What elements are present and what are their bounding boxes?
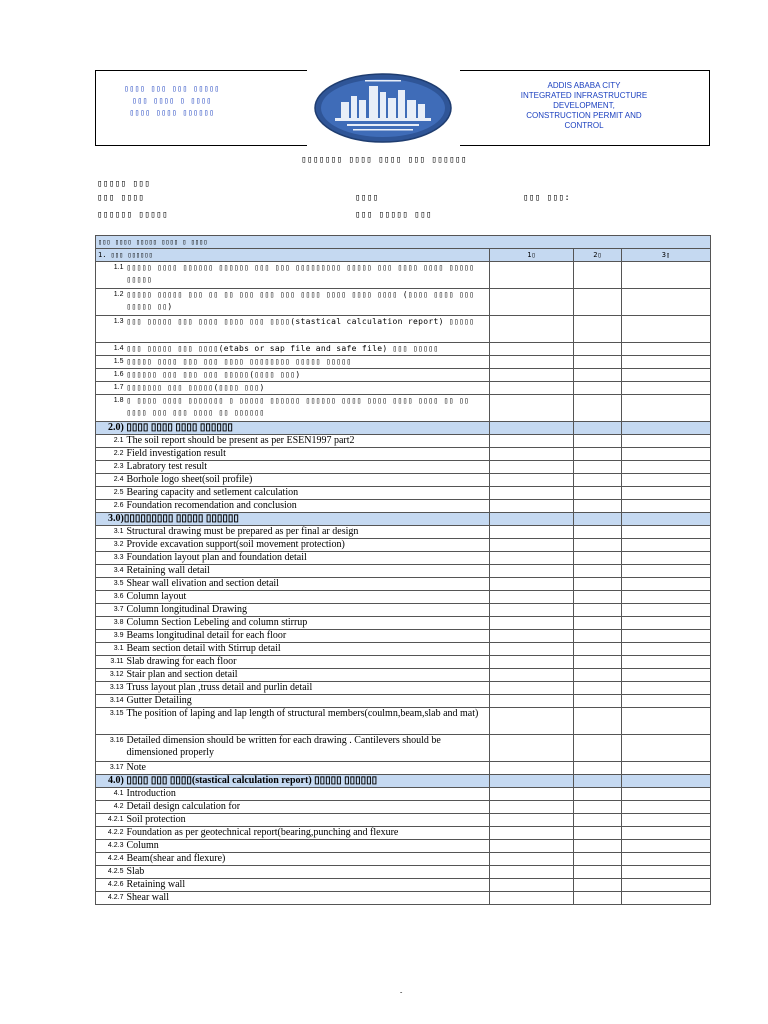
check-cell-1[interactable] [490, 827, 574, 840]
city-seal-logo [313, 72, 453, 144]
item-description: Provide excavation support(soil movement protection) [125, 539, 490, 552]
table-row [96, 369, 711, 382]
table-row [96, 262, 711, 289]
section-blank-cell [490, 513, 574, 526]
check-cell-2[interactable] [574, 435, 622, 448]
check-cell-2[interactable] [574, 643, 622, 656]
check-cell-1[interactable] [490, 565, 574, 578]
item-description: Introduction [125, 788, 490, 801]
check-cell-2[interactable] [574, 343, 622, 356]
item-description: ▯▯▯▯▯ ▯▯▯▯ ▯▯▯▯▯▯ ▯▯▯▯▯▯ ▯▯▯ ▯▯▯ ▯▯▯▯▯▯▯▯▯ ▯▯▯▯▯ ▯▯▯ ▯▯▯▯ ▯▯▯▯ ▯▯▯▯▯ ▯▯▯▯▯ [125, 262, 490, 289]
check-cell-2[interactable] [574, 735, 622, 762]
amharic-line-1: ▯▯▯▯ ▯▯▯ ▯▯▯ ▯▯▯▯▯ [124, 84, 220, 93]
item-number: 3.15 [96, 708, 125, 735]
check-cell-2[interactable] [574, 853, 622, 866]
check-cell-1[interactable] [490, 682, 574, 695]
item-description: Gutter Detailing [125, 695, 490, 708]
english-line-2: INTEGRATED INFRASTRUCTURE [520, 91, 648, 100]
item-number: 3.17 [96, 762, 125, 775]
check-cell-3[interactable] [622, 643, 711, 656]
table-row [96, 356, 711, 369]
table-row [96, 474, 711, 487]
check-cell-2[interactable] [574, 316, 622, 343]
check-cell-1[interactable] [490, 879, 574, 892]
check-cell-1[interactable] [490, 356, 574, 369]
check-cell-1[interactable] [490, 762, 574, 775]
check-cell-2[interactable] [574, 695, 622, 708]
check-cell-1[interactable] [490, 578, 574, 591]
check-cell-3[interactable] [622, 866, 711, 879]
item-number: 4.2.5 [96, 866, 125, 879]
table-row [96, 604, 711, 617]
check-cell-1[interactable] [490, 840, 574, 853]
item-number: 4.2.2 [96, 827, 125, 840]
item-description: ▯▯▯▯▯▯ ▯▯▯ ▯▯▯ ▯▯▯ ▯▯▯▯▯(▯▯▯▯ ▯▯▯) [125, 369, 490, 382]
check-cell-1[interactable] [490, 500, 574, 513]
check-cell-3[interactable] [622, 656, 711, 669]
checklist-table [95, 235, 711, 905]
check-cell-3[interactable] [622, 801, 711, 814]
item-description: Shear wall [125, 892, 490, 905]
section-blank-cell [490, 775, 574, 788]
item-description: ▯▯▯▯▯ ▯▯▯▯▯ ▯▯▯ ▯▯ ▯▯ ▯▯▯ ▯▯▯ ▯▯▯ ▯▯▯▯ ▯▯▯▯ ▯▯▯▯ ▯▯▯▯ (▯▯▯▯ ▯▯▯▯ ▯▯▯ ▯▯▯▯▯ ▯▯) [125, 289, 490, 316]
check-cell-1[interactable] [490, 289, 574, 316]
check-cell-3[interactable] [622, 840, 711, 853]
check-cell-2[interactable] [574, 669, 622, 682]
item-number: 3.12 [96, 669, 125, 682]
english-line-1: ADDIS ABABA CITY [547, 81, 621, 90]
check-cell-2[interactable] [574, 801, 622, 814]
check-cell-1[interactable] [490, 643, 574, 656]
letterhead-right-box [460, 70, 710, 146]
field-label-2: ▯▯▯ ▯▯▯▯ [97, 193, 145, 203]
table-row [96, 814, 711, 827]
item-number: 4.2.4 [96, 853, 125, 866]
check-cell-3[interactable] [622, 892, 711, 905]
column-header-1: 1▯ [490, 249, 574, 262]
item-description: Soil protection [125, 814, 490, 827]
check-cell-1[interactable] [490, 369, 574, 382]
item-number: 4.2.6 [96, 879, 125, 892]
table-row [96, 382, 711, 395]
item-description: ▯▯▯ ▯▯▯▯▯ ▯▯▯ ▯▯▯▯(etabs or sap file and safe file) ▯▯▯ ▯▯▯▯▯ [125, 343, 490, 356]
item-description: Retaining wall detail [125, 565, 490, 578]
item-number: 3.14 [96, 695, 125, 708]
section-blank-cell [622, 513, 711, 526]
table-row [96, 656, 711, 669]
amharic-line-2: ▯▯▯ ▯▯▯▯ ▯ ▯▯▯▯ [132, 96, 212, 105]
check-cell-3[interactable] [622, 630, 711, 643]
check-cell-1[interactable] [490, 395, 574, 422]
english-line-3: DEVELOPMENT, [553, 101, 615, 110]
table-row [96, 801, 711, 814]
check-cell-1[interactable] [490, 708, 574, 735]
check-cell-1[interactable] [490, 735, 574, 762]
field-label-1: ▯▯▯▯▯ ▯▯▯ [97, 179, 151, 189]
table-row [96, 682, 711, 695]
english-line-4: CONSTRUCTION PERMIT AND [526, 111, 642, 120]
item-description: Truss layout plan ,truss detail and purlin detail [125, 682, 490, 695]
item-number: 3.13 [96, 682, 125, 695]
section-blank-cell [574, 513, 622, 526]
check-cell-2[interactable] [574, 395, 622, 422]
check-cell-3[interactable] [622, 853, 711, 866]
check-cell-2[interactable] [574, 591, 622, 604]
item-description: Column [125, 840, 490, 853]
section-blank-cell [574, 775, 622, 788]
table-row [96, 395, 711, 422]
item-description: Beam(shear and flexure) [125, 853, 490, 866]
check-cell-1[interactable] [490, 814, 574, 827]
section-blank-cell [574, 422, 622, 435]
check-cell-3[interactable] [622, 814, 711, 827]
check-cell-1[interactable] [490, 656, 574, 669]
table-row [96, 630, 711, 643]
item-description: Note [125, 762, 490, 775]
check-cell-1[interactable] [490, 591, 574, 604]
check-cell-1[interactable] [490, 604, 574, 617]
check-cell-3[interactable] [622, 735, 711, 762]
authority-name-amharic [96, 83, 248, 119]
column-header-3: 3▯ [622, 249, 711, 262]
item-number: 3.1 [96, 643, 125, 656]
item-description: Labratory test result [125, 461, 490, 474]
item-number: 3.5 [96, 578, 125, 591]
item-number: 1.7 [96, 382, 125, 395]
check-cell-3[interactable] [622, 708, 711, 735]
check-cell-1[interactable] [490, 853, 574, 866]
check-cell-2[interactable] [574, 879, 622, 892]
check-cell-1[interactable] [490, 892, 574, 905]
checklist-table-wrap [95, 235, 710, 905]
check-cell-1[interactable] [490, 617, 574, 630]
table-row [96, 708, 711, 735]
table-row [96, 539, 711, 552]
item-number: 1.2 [96, 289, 125, 316]
item-number: 3.16 [96, 735, 125, 762]
check-cell-1[interactable] [490, 487, 574, 500]
item-number: 3.11 [96, 656, 125, 669]
check-cell-2[interactable] [574, 289, 622, 316]
english-line-5: CONTROL [564, 121, 604, 130]
check-cell-3[interactable] [622, 591, 711, 604]
check-cell-3[interactable] [622, 526, 711, 539]
check-cell-2[interactable] [574, 617, 622, 630]
check-cell-3[interactable] [622, 552, 711, 565]
item-number: 2.1 [96, 435, 125, 448]
item-number: 1.1 [96, 262, 125, 289]
check-cell-2[interactable] [574, 630, 622, 643]
table-row [96, 343, 711, 356]
check-cell-3[interactable] [622, 356, 711, 369]
table-row [96, 762, 711, 775]
table-row [96, 461, 711, 474]
check-cell-2[interactable] [574, 604, 622, 617]
item-number: 2.3 [96, 461, 125, 474]
check-cell-2[interactable] [574, 448, 622, 461]
column-header-2: 2▯ [574, 249, 622, 262]
check-cell-2[interactable] [574, 866, 622, 879]
item-number: 4.2.1 [96, 814, 125, 827]
check-cell-1[interactable] [490, 539, 574, 552]
table-row [96, 316, 711, 343]
item-number: 4.2.7 [96, 892, 125, 905]
check-cell-2[interactable] [574, 539, 622, 552]
item-number: 4.2 [96, 801, 125, 814]
section-3-heading-title: 3.0)▯▯▯▯▯▯▯▯▯ ▯▯▯▯▯ ▯▯▯▯▯▯ [96, 513, 490, 526]
section-2-heading [96, 422, 711, 435]
check-cell-2[interactable] [574, 762, 622, 775]
check-cell-2[interactable] [574, 526, 622, 539]
table-row [96, 735, 711, 762]
check-cell-3[interactable] [622, 343, 711, 356]
item-description: The position of laping and lap length of structural members(coulmn,beam,slab and mat) [125, 708, 490, 735]
item-description: Slab drawing for each floor [125, 656, 490, 669]
item-description: Beams longitudinal detail for each floor [125, 630, 490, 643]
check-cell-2[interactable] [574, 814, 622, 827]
letterhead-left-box [95, 70, 307, 146]
check-cell-1[interactable] [490, 788, 574, 801]
check-cell-1[interactable] [490, 435, 574, 448]
check-cell-2[interactable] [574, 487, 622, 500]
check-cell-2[interactable] [574, 552, 622, 565]
check-cell-1[interactable] [490, 448, 574, 461]
check-cell-3[interactable] [622, 500, 711, 513]
check-cell-1[interactable] [490, 801, 574, 814]
check-cell-2[interactable] [574, 369, 622, 382]
table-column-header [96, 249, 711, 262]
item-number: 4.1 [96, 788, 125, 801]
item-description: Structural drawing must be prepared as per final ar design [125, 526, 490, 539]
item-number: 4.2.3 [96, 840, 125, 853]
check-cell-3[interactable] [622, 669, 711, 682]
table-row [96, 448, 711, 461]
check-cell-2[interactable] [574, 578, 622, 591]
check-cell-3[interactable] [622, 262, 711, 289]
check-cell-3[interactable] [622, 578, 711, 591]
table-row [96, 827, 711, 840]
check-cell-3[interactable] [622, 682, 711, 695]
item-number: 2.5 [96, 487, 125, 500]
item-description: Slab [125, 866, 490, 879]
field-label-3: ▯▯▯▯ [355, 193, 379, 203]
table-row [96, 578, 711, 591]
table-row [96, 487, 711, 500]
section-blank-cell [622, 422, 711, 435]
table-row [96, 669, 711, 682]
table-row [96, 526, 711, 539]
field-label-6: ▯▯▯ ▯▯▯▯▯ ▯▯▯ [355, 210, 432, 220]
table-row [96, 892, 711, 905]
check-cell-2[interactable] [574, 382, 622, 395]
check-cell-2[interactable] [574, 788, 622, 801]
item-number: 3.8 [96, 617, 125, 630]
section-3-heading [96, 513, 711, 526]
check-cell-3[interactable] [622, 617, 711, 630]
check-cell-1[interactable] [490, 262, 574, 289]
section-blank-cell [490, 422, 574, 435]
check-cell-2[interactable] [574, 840, 622, 853]
check-cell-2[interactable] [574, 500, 622, 513]
check-cell-3[interactable] [622, 435, 711, 448]
check-cell-2[interactable] [574, 356, 622, 369]
item-number: 2.4 [96, 474, 125, 487]
table-row [96, 289, 711, 316]
table-row [96, 788, 711, 801]
section-4-heading [96, 775, 711, 788]
item-number: 3.2 [96, 539, 125, 552]
check-cell-3[interactable] [622, 461, 711, 474]
check-cell-3[interactable] [622, 695, 711, 708]
check-cell-3[interactable] [622, 788, 711, 801]
form-title: ▯▯▯▯▯▯▯ ▯▯▯▯ ▯▯▯▯ ▯▯▯ ▯▯▯▯▯▯ [301, 155, 467, 165]
table-row [96, 552, 711, 565]
item-description: The soil report should be present as per ESEN1997 part2 [125, 435, 490, 448]
table-row [96, 643, 711, 656]
item-description: Foundation as per geotechnical report(bearing,punching and flexure [125, 827, 490, 840]
check-cell-1[interactable] [490, 343, 574, 356]
check-cell-2[interactable] [574, 262, 622, 289]
item-description: Beam section detail with Stirrup detail [125, 643, 490, 656]
table-row [96, 500, 711, 513]
check-cell-2[interactable] [574, 656, 622, 669]
check-cell-1[interactable] [490, 316, 574, 343]
item-number: 2.2 [96, 448, 125, 461]
check-cell-3[interactable] [622, 487, 711, 500]
section-blank-cell [622, 775, 711, 788]
table-row [96, 840, 711, 853]
page-number: - [400, 988, 403, 996]
check-cell-3[interactable] [622, 827, 711, 840]
check-cell-1[interactable] [490, 474, 574, 487]
table-row [96, 591, 711, 604]
check-cell-1[interactable] [490, 552, 574, 565]
check-cell-3[interactable] [622, 316, 711, 343]
item-number: 1.4 [96, 343, 125, 356]
item-number: 3.3 [96, 552, 125, 565]
amharic-line-3: ▯▯▯▯ ▯▯▯▯ ▯▯▯▯▯▯ [129, 108, 215, 117]
item-description: Column longitudinal Drawing [125, 604, 490, 617]
check-cell-3[interactable] [622, 395, 711, 422]
item-description: Retaining wall [125, 879, 490, 892]
check-cell-2[interactable] [574, 474, 622, 487]
item-number: 1.3 [96, 316, 125, 343]
check-cell-2[interactable] [574, 827, 622, 840]
check-cell-3[interactable] [622, 369, 711, 382]
item-description: ▯▯▯▯▯▯▯ ▯▯▯ ▯▯▯▯▯(▯▯▯▯ ▯▯▯) [125, 382, 490, 395]
item-number: 3.4 [96, 565, 125, 578]
item-number: 3.9 [96, 630, 125, 643]
field-label-5: ▯▯▯▯▯▯ ▯▯▯▯▯ [97, 210, 169, 220]
table-row [96, 695, 711, 708]
check-cell-3[interactable] [622, 539, 711, 552]
check-cell-3[interactable] [622, 604, 711, 617]
table-row [96, 565, 711, 578]
check-cell-1[interactable] [490, 461, 574, 474]
section-4-heading-title: 4.0) ▯▯▯▯ ▯▯▯ ▯▯▯▯(stastical calculation report) ▯▯▯▯▯ ▯▯▯▯▯▯ [96, 775, 490, 788]
item-number: 2.6 [96, 500, 125, 513]
item-description: Stair plan and section detail [125, 669, 490, 682]
table-row [96, 866, 711, 879]
check-cell-3[interactable] [622, 565, 711, 578]
authority-name-english [459, 81, 709, 131]
field-label-4: ▯▯▯ ▯▯▯: [523, 193, 571, 203]
table-row [96, 853, 711, 866]
check-cell-3[interactable] [622, 289, 711, 316]
item-description: ▯ ▯▯▯▯ ▯▯▯▯ ▯▯▯▯▯▯▯ ▯ ▯▯▯▯▯ ▯▯▯▯▯▯ ▯▯▯▯▯▯ ▯▯▯▯ ▯▯▯▯ ▯▯▯▯ ▯▯▯▯ ▯▯ ▯▯ ▯▯▯▯ ▯▯▯ ▯▯▯ ▯▯▯▯ ▯▯ ▯▯▯▯▯▯ [125, 395, 490, 422]
check-cell-1[interactable] [490, 526, 574, 539]
check-cell-1[interactable] [490, 695, 574, 708]
table-row [96, 617, 711, 630]
item-description: ▯▯▯▯▯ ▯▯▯▯ ▯▯▯ ▯▯▯ ▯▯▯▯ ▯▯▯▯▯▯▯▯ ▯▯▯▯▯ ▯▯▯▯▯ [125, 356, 490, 369]
check-cell-3[interactable] [622, 474, 711, 487]
item-description: Shear wall elivation and section detail [125, 578, 490, 591]
item-description: Column layout [125, 591, 490, 604]
item-description: Bearing capacity and setlement calculation [125, 487, 490, 500]
item-description: Field investigation result [125, 448, 490, 461]
item-description: Detail design calculation for [125, 801, 490, 814]
check-cell-2[interactable] [574, 892, 622, 905]
check-cell-2[interactable] [574, 682, 622, 695]
check-cell-2[interactable] [574, 461, 622, 474]
check-cell-1[interactable] [490, 630, 574, 643]
item-description: Foundation layout plan and foundation detail [125, 552, 490, 565]
table-top-header [96, 236, 711, 249]
item-description: Foundation recomendation and conclusion [125, 500, 490, 513]
item-description: Borhole logo sheet(soil profile) [125, 474, 490, 487]
item-number: 3.7 [96, 604, 125, 617]
check-cell-2[interactable] [574, 708, 622, 735]
item-number: 3.1 [96, 526, 125, 539]
item-description: ▯▯▯ ▯▯▯▯▯ ▯▯▯ ▯▯▯▯ ▯▯▯▯ ▯▯▯ ▯▯▯▯(stastical calculation report) ▯▯▯▯▯ [125, 316, 490, 343]
item-number: 3.6 [96, 591, 125, 604]
section-1-heading: 1. ▯▯▯ ▯▯▯▯▯▯ [96, 249, 490, 262]
check-cell-1[interactable] [490, 866, 574, 879]
check-cell-3[interactable] [622, 762, 711, 775]
table-top-header-text: ▯▯▯ ▯▯▯▯ ▯▯▯▯▯ ▯▯▯▯ ▯ ▯▯▯▯ [96, 236, 711, 249]
item-number: 1.6 [96, 369, 125, 382]
check-cell-1[interactable] [490, 669, 574, 682]
item-number: 1.5 [96, 356, 125, 369]
check-cell-1[interactable] [490, 382, 574, 395]
check-cell-3[interactable] [622, 448, 711, 461]
item-number: 1.8 [96, 395, 125, 422]
check-cell-3[interactable] [622, 879, 711, 892]
item-description: Detailed dimension should be written for each drawing . Cantilevers should be dimensioned properly [125, 735, 490, 762]
table-row [96, 435, 711, 448]
table-row [96, 879, 711, 892]
item-description: Column Section Lebeling and column stirrup [125, 617, 490, 630]
check-cell-2[interactable] [574, 565, 622, 578]
section-2-heading-title: 2.0) ▯▯▯▯ ▯▯▯▯ ▯▯▯▯ ▯▯▯▯▯▯ [96, 422, 490, 435]
check-cell-3[interactable] [622, 382, 711, 395]
